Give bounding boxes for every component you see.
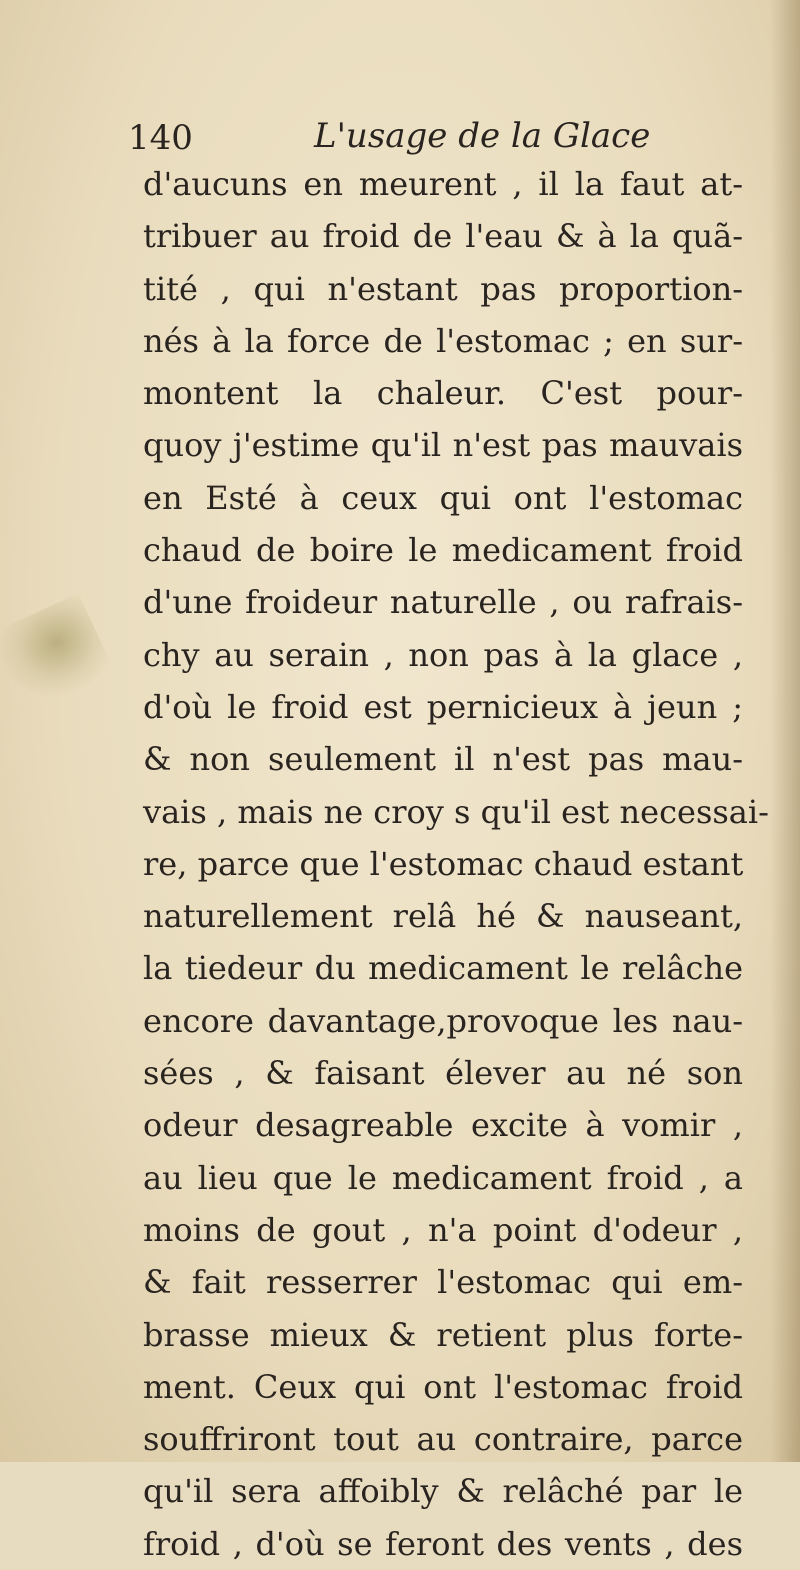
text-line: d'une froideur naturelle , ou rafrais- [143, 583, 743, 622]
page-number: 140 [128, 118, 193, 158]
text-line: d'aucuns en meurent , il la faut at- [143, 165, 743, 203]
text-line: moins de gout , n'a point d'odeur , [143, 1210, 743, 1249]
text-line: tité , qui n'estant pas proportion- [143, 269, 743, 308]
text-line: nés à la force de l'estomac ; en sur- [143, 321, 743, 360]
text-line: chaud de boire le medicament froid [143, 531, 743, 570]
text-line: en Esté à ceux qui ont l'estomac [143, 478, 743, 517]
text-line: tribuer au froid de l'eau & à la quã- [143, 217, 743, 256]
text-line: re, parce que l'estomac chaud estant [143, 844, 744, 883]
text-line: la tiedeur du medicament le relâche [143, 949, 743, 988]
page-gutter-shadow [770, 0, 800, 1462]
text-line: & non seulement il n'est pas mau- [143, 740, 743, 779]
text-line: chy au serain , non pas à la glace , [143, 635, 743, 674]
body-text [143, 158, 769, 1570]
text-line: ment. Ceux qui ont l'estomac froid [143, 1367, 743, 1406]
text-line: vais , mais ne croy s qu'il est necessai- [143, 792, 769, 831]
paper-stain [0, 593, 116, 717]
page-header [128, 112, 688, 160]
text-line: qu'il sera affoibly & relâché par le [143, 1472, 743, 1511]
text-line: au lieu que le medicament froid , a [143, 1158, 743, 1197]
text-line: d'où le froid est pernicieux à jeun ; [143, 687, 743, 726]
text-line: sées , & faisant élever au né son [143, 1054, 743, 1093]
text-line: montent la chaleur. C'est pour- [143, 374, 743, 413]
text-line: encore davantage,provoque les nau- [143, 1001, 743, 1040]
text-line: odeur desagreable excite à vomir , [143, 1106, 743, 1145]
running-title: L'usage de la Glace [314, 116, 651, 156]
text-line: froid , d'où se feront des vents , des [143, 1524, 743, 1563]
text-line: naturellement relâ hé & nauseant, [143, 897, 743, 936]
text-line: & fait resserrer l'estomac qui em- [143, 1263, 743, 1302]
text-line: souffriront tout au contraire, parce [143, 1420, 743, 1459]
text-line: brasse mieux & retient plus forte- [143, 1315, 743, 1354]
text-line: quoy j'estime qu'il n'est pas mauvais [143, 426, 743, 465]
